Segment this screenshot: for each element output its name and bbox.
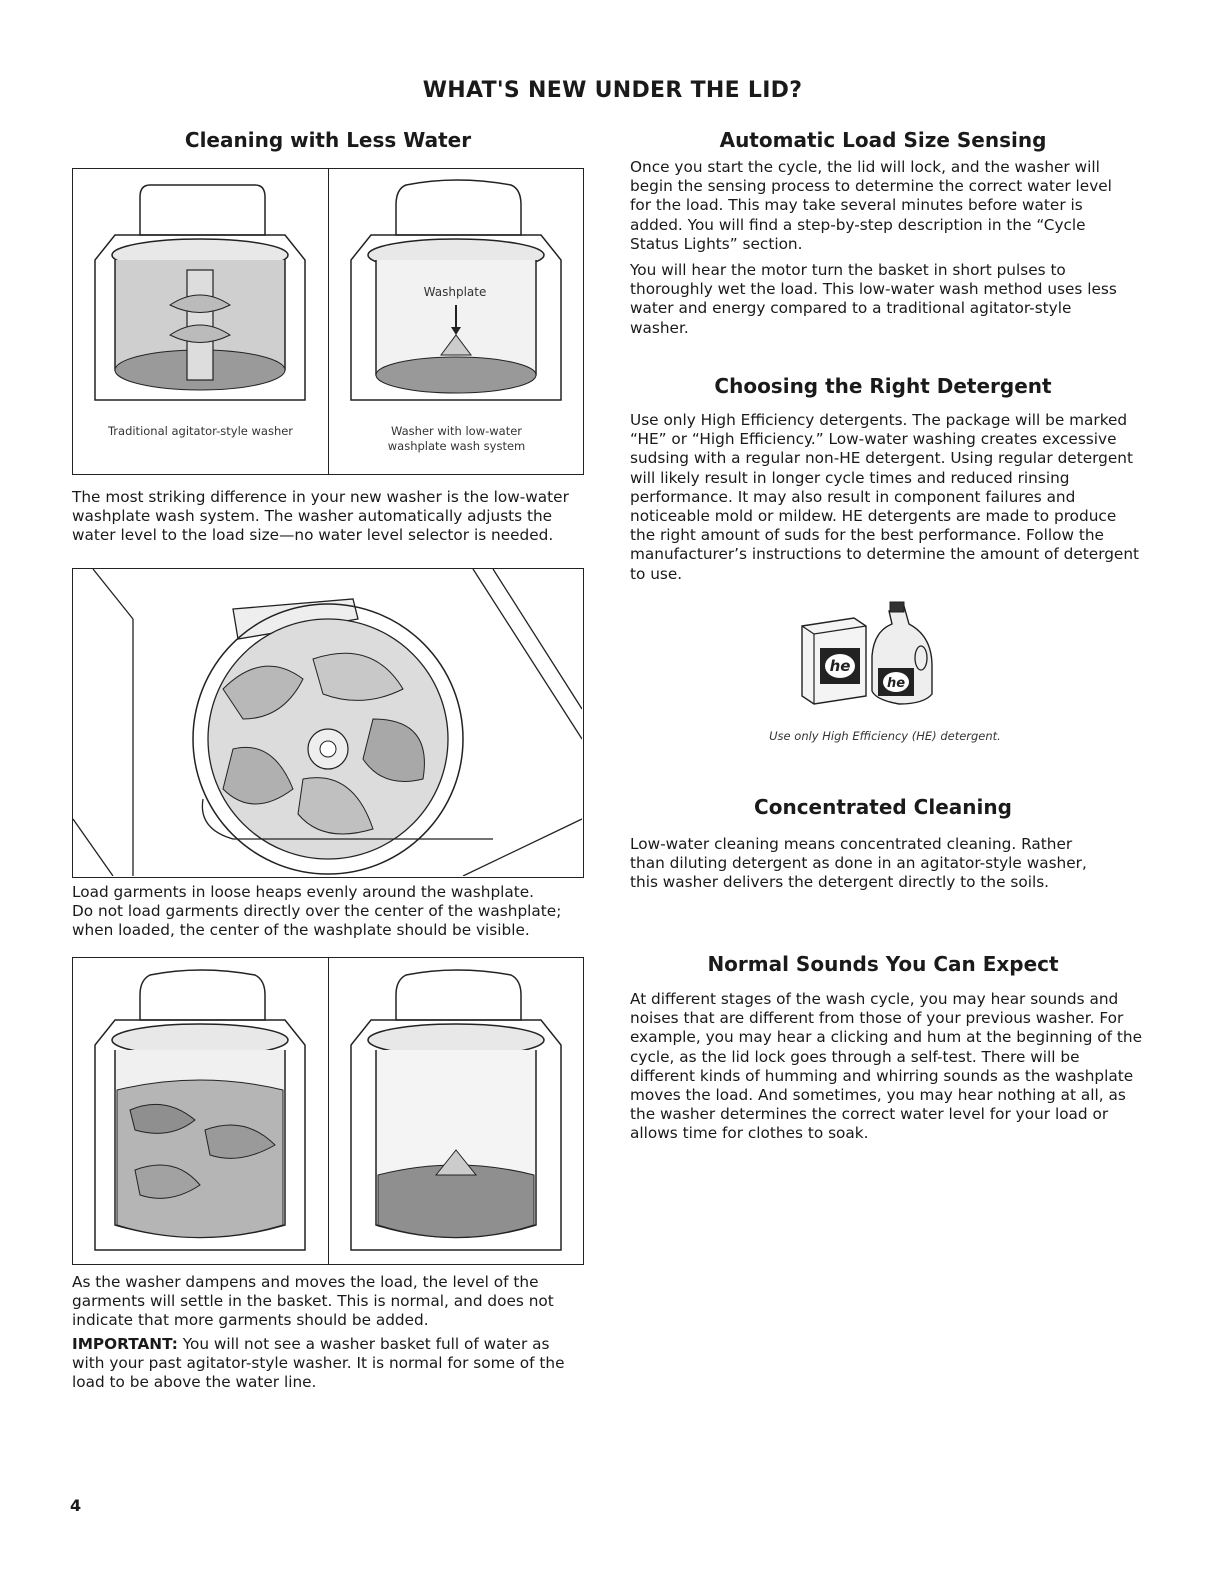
washplate-washer-loaded-illustration	[331, 960, 581, 1260]
figure-washer-comparison	[72, 168, 584, 475]
paragraph-loading-instructions	[72, 883, 592, 941]
heading-choosing-detergent: Choosing the Right Detergent	[714, 374, 1052, 398]
figure-divider-2	[328, 958, 329, 1264]
agitator-washer-loaded-illustration	[75, 960, 325, 1260]
caption-washplate-washer	[329, 424, 584, 454]
loading-line2: Do not load garments directly over the center of the washplate; when loaded, the center of the washplate should be visible.	[72, 902, 562, 940]
heading-normal-sounds: Normal Sounds You Can Expect	[707, 952, 1059, 976]
caption-agitator-washer: Traditional agitator-style washer	[107, 424, 294, 438]
loading-line1: Load garments in loose heaps evenly around the washplate.	[72, 883, 535, 901]
caption-washplate-line2: washplate wash system	[387, 439, 526, 453]
svg-text:he: he	[829, 657, 851, 675]
caption-washplate-line1: Washer with low-water	[390, 424, 523, 438]
figure-dampened-load	[72, 957, 584, 1265]
paragraph-washplate-intro: The most striking difference in your new washer is the low-water washplate wash system. The washer automatically adjusts the water level to the load size—no water level selector is needed.	[72, 488, 569, 545]
page-title: WHAT'S NEW UNDER THE LID?	[422, 78, 803, 103]
agitator-washer-illustration	[75, 175, 325, 420]
loaded-washer-illustration	[73, 569, 582, 876]
figure-loaded-washer	[72, 568, 584, 878]
heading-load-size-sensing: Automatic Load Size Sensing	[719, 128, 1047, 152]
paragraph-load-settle: As the washer dampens and moves the load, the level of the garments will settle in the basket. This is normal, and does not indicate that more garments should be added.	[72, 1273, 554, 1330]
paragraph-sensing-2: You will hear the motor turn the basket in short pulses to thoroughly wet the load. This low-water wash method uses less water and energy compared to a traditional agitator-style washer.	[630, 261, 1117, 337]
important-label: IMPORTANT:	[72, 1335, 178, 1353]
paragraph-normal-sounds: At different stages of the wash cycle, you may hear sounds and noises that are different from those of your previous washer. For example, you may hear a clicking and hum at the beginning of the cycle, as the lid lock goes through a self-test. There will be different kinds of humming and whirring sounds as the washplate moves the load. And sometimes, you may hear nothing at all, as the washer determines the correct water level for your load or allows time for clothes to soak.	[630, 990, 1142, 1143]
important-text: You will not see a washer basket full of water as with your past agitator-style washer. It is normal for some of the load to be above the water line.	[72, 1335, 565, 1392]
he-detergent-icon	[794, 596, 944, 706]
paragraph-sensing-1: Once you start the cycle, the lid will lock, and the washer will begin the sensing process to determine the correct water level for the load. This may take several minutes before water is added. You will find a step-by-step description in the “Cycle Status Lights” section.	[630, 158, 1112, 253]
heading-cleaning-less-water: Cleaning with Less Water	[184, 128, 472, 152]
washplate-label: Washplate	[423, 285, 487, 299]
paragraph-concentrated: Low-water cleaning means concentrated cleaning. Rather than diluting detergent as done in an agitator-style washer, this washer delivers the detergent directly to the soils.	[630, 835, 1087, 892]
heading-concentrated-cleaning: Concentrated Cleaning	[754, 795, 1012, 819]
paragraph-detergent: Use only High Efficiency detergents. The package will be marked “HE” or “High Efficiency.” Low-water washing creates excessive sudsing with a regular non-HE detergent. Using regular detergent will likely result in longer cycle times and reduced rinsing performance. It may also result in component failures and noticeable mold or mildew. HE detergents are made to produce the right amount of suds for the best performance. Follow the manufacturer’s instructions to determine the amount of detergent to use.	[630, 411, 1140, 583]
svg-text:he: he	[886, 676, 906, 691]
page-number: 4	[70, 1496, 82, 1515]
paragraph-important	[72, 1335, 572, 1393]
detergent-caption: Use only High Efficiency (HE) detergent.	[769, 729, 1001, 743]
